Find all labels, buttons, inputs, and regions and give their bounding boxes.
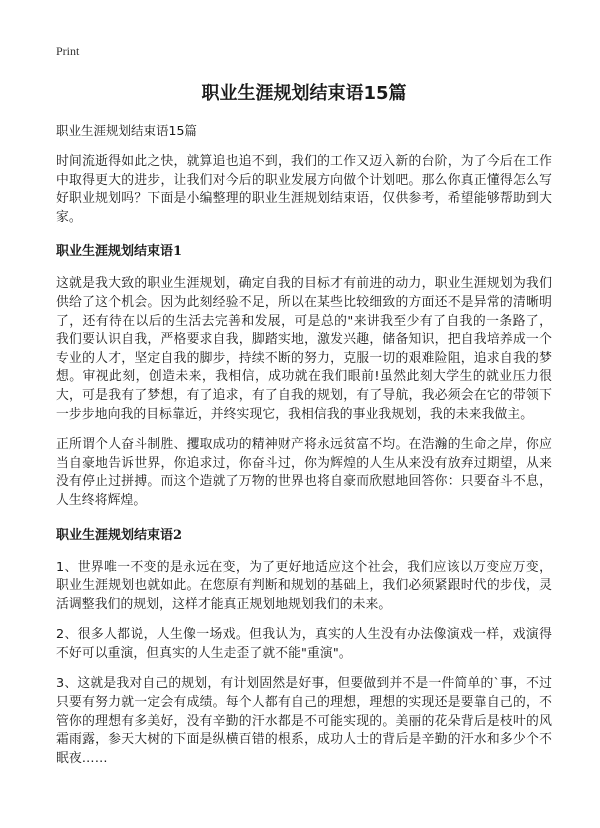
section-heading-1: 职业生涯规划结束语1 xyxy=(56,244,183,260)
section-1-paragraph-1: 这就是我大致的职业生涯规划，确定自我的目标才有前进的动力，职业生涯规划为我们供给了这个机会。因为此刻经验不足，所以在某些比较细致的方面还不是异常的清晰明了，还有待在以后的生活去完善和发展，可是总的"来讲我至少有了自我的一条路了，我们要认识自我，严格要求自我，脚踏实地，激发兴趣，储备知识，把自我培养成一个专业的人才，坚定自我的脚步，持续不断的努力，克服一切的艰难险阻，追求自我的梦想。审视此刻，创造未来，我相信，成功就在我们眼前!虽然此刻大学生的就业压力很大，可是我有了梦想，有了追求，有了自我的规划，有了导航，我必须会在它的带领下一步步地向我的目标靠近，并终实现它，我相信我的事业我规划，我的未来我做主。 xyxy=(56,276,552,422)
print-label: Print xyxy=(56,44,80,58)
document-subtitle: 职业生涯规划结束语15篇 xyxy=(56,123,197,138)
section-1-paragraph-2: 正所谓个人奋斗制胜、攫取成功的精神财产将永远贫富不均。在浩瀚的生命之岸，你应当自豪地告诉世界，你追求过，你奋斗过，你为辉煌的人生从来没有放弃过期望，从来没有停止过拼搏。而这个造就了万物的世界也将自豪而欣慰地回答你：只要奋斗不息，人生终将辉煌。 xyxy=(56,437,552,508)
intro-paragraph: 时间流逝得如此之快，就算追也追不到，我们的工作又迈入新的台阶，为了今后在工作中取得更大的进步，让我们对今后的职业发展方向做个计划吧。那么你真正懂得怎么写好职业规划吗？下面是小编整理的职业生涯规划结束语，仅供参考，希望能够帮助到大家。 xyxy=(56,154,552,225)
section-heading-2: 职业生涯规划结束语2 xyxy=(56,527,183,543)
section-2-paragraph-1: 1、世界唯一不变的是永远在变，为了更好地适应这个社会，我们应该以万变应万变，职业生涯规划也就如此。在您原有判断和规划的基础上，我们必须紧跟时代的步伐，灵活调整我们的规划，这样才能真正规划地规划我们的未来。 xyxy=(56,559,552,612)
section-2-paragraph-2: 2、很多人都说，人生像一场戏。但我认为，真实的人生没有办法像演戏一样，戏演得不好可以重演，但真实的人生走歪了就不能"重演"。 xyxy=(56,627,552,661)
section-2-paragraph-3: 3、这就是我对自己的规划，有计划固然是好事，但要做到并不是一件简单的`事，不过只要有努力就一定会有成绩。每个人都有自己的理想，理想的实现还是要靠自己的，不管你的理想有多美好，没有辛勤的汗水都是不可能实现的。美丽的花朵背后是枝叶的风霜雨露，参天大树的下面是纵横百错的根系，成功人士的背后是辛勤的汗水和多少个不眠夜…… xyxy=(56,676,552,766)
document-title: 职业生涯规划结束语15篇 xyxy=(201,83,407,104)
